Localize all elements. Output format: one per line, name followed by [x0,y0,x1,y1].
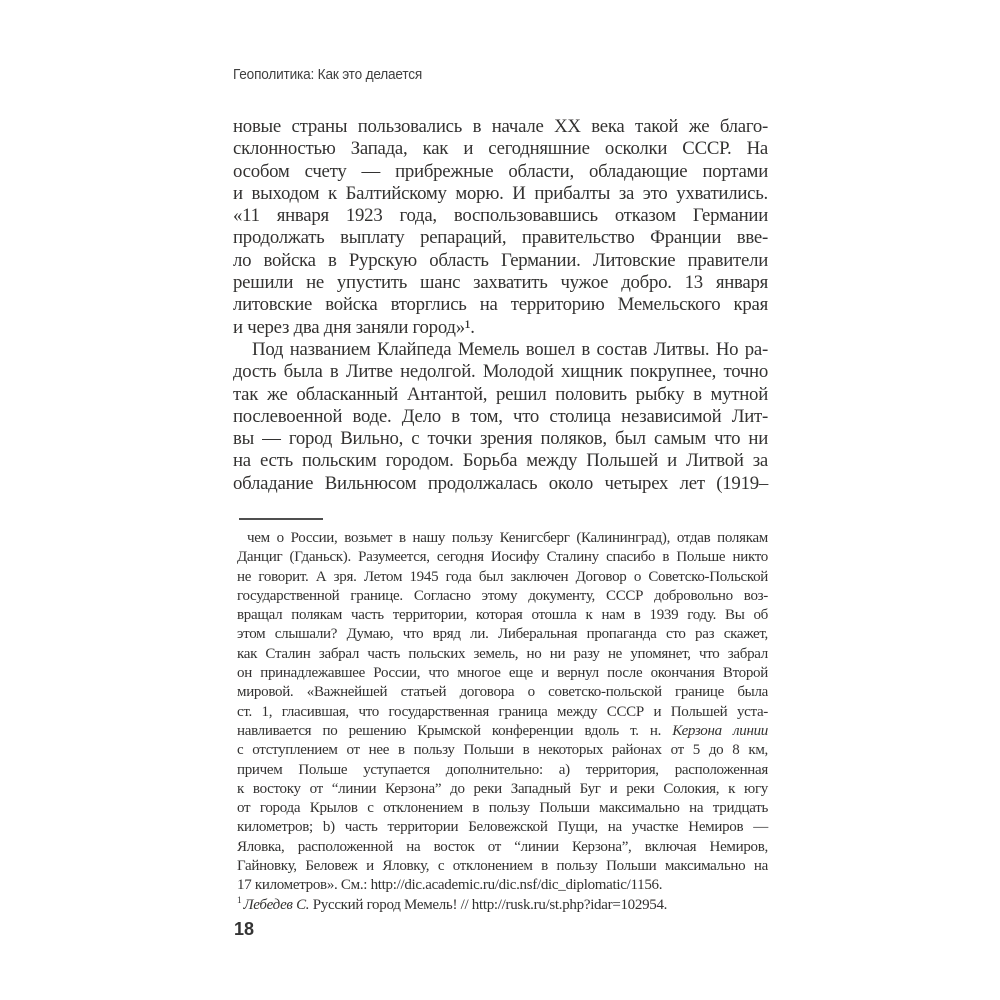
text-segment: не говорит. А зря. Летом 1945 года был заключен Договор о Советско-Польской [237,568,768,585]
footnote-block [237,529,768,915]
text-segment: и через два дня заняли город»¹. [233,316,475,338]
text-segment: на есть польским городом. Борьба между Польшей и Литвой за [233,450,768,472]
text-segment: Яловка, расположенной на восток от “линии Керзона”, включая Немиров, [237,838,768,855]
text-line [237,529,768,548]
text-line [233,227,768,249]
body-text [233,116,768,495]
page-number: 18 [234,919,255,939]
text-line [237,548,768,567]
paragraph [237,529,768,896]
text-segment: государственной границе. Согласно этому документу, СССР добровольно воз- [237,587,768,604]
text-line [233,161,768,183]
text-segment: 17 километров». См.: http://dic.academic.ru/dic.nsf/dic_diplomatic/1156. [237,877,663,894]
text-segment: Керзона линии [672,722,768,739]
text-line [237,780,768,799]
text-line [237,703,768,722]
text-line [237,896,768,915]
text-segment: новые страны пользовались в начале XX века такой же благо- [233,116,768,137]
text-segment: продолжать выплату репараций, правительство Франции вве- [233,227,768,249]
text-segment: вращал полякам часть территории, которая отошла к нам в 1939 году. Вы об [237,607,768,624]
paragraph [237,896,768,915]
text-line [233,138,768,160]
text-line [237,799,768,818]
text-segment: ло войска в Рурскую область Германии. Литовские правители [233,249,768,271]
text-segment: «11 января 1923 года, воспользовавшись отказом Германии [233,205,768,227]
text-segment: навливается по решению Крымской конференции вдоль т. н. [237,722,673,739]
text-segment: особом счету — прибрежные области, обладающие портами [233,160,768,182]
text-line [233,339,768,361]
text-segment: Лебедев С. [243,896,310,913]
text-line [233,272,768,294]
text-segment: Гайновку, Беловеж и Яловку, с отклонением в пользу Польши максимально на [237,858,768,875]
text-segment: с отступлением от нее в пользу Польши в некоторых районах от 5 до 8 км, [237,742,768,759]
text-line [237,722,768,741]
text-line [237,645,768,664]
text-line [237,683,768,702]
text-line [233,116,768,138]
paragraph [233,339,768,495]
text-line [233,361,768,383]
text-line [237,568,768,587]
text-segment: он принадлежавшее России, что многое еще и вернул после окончания Второй [237,665,768,682]
text-segment: мировой. «Важнейшей статьей договора о советско-польской границе была [237,684,768,701]
text-line [233,250,768,272]
running-header: Геополитика: Как это делается [233,67,423,83]
text-segment: километров; b) часть территории Беловежской Пущи, на участке Немиров — [237,819,768,836]
text-segment: так же обласканный Антантой, решил половить рыбку в мутной [233,383,768,405]
text-segment: склонностью Запада, как и сегодняшние осколки СССР. На [233,138,768,160]
text-line [233,183,768,205]
footnote-separator-rule [239,518,323,520]
text-line [233,473,768,495]
text-segment: дость была в Литве недолгой. Молодой хищник покрупнее, точно [233,361,768,383]
text-line [237,625,768,644]
text-line [233,428,768,450]
text-segment: как Сталин забрал часть польских земель, но ни разу не упомянет, что забрал [237,645,768,662]
footnote-marker: 1 [237,895,242,906]
text-line [237,741,768,760]
text-line [233,450,768,472]
text-line [237,664,768,683]
text-line [233,384,768,406]
text-line [237,761,768,780]
text-line [233,317,768,339]
text-line [237,876,768,895]
text-line [237,818,768,837]
text-segment: Данциг (Гданьск). Разумеется, сегодня Иосифу Сталину спасибо в Польше никто [237,549,768,566]
text-segment: обладание Вильнюсом продолжалась около четырех лет (1919– [233,472,768,494]
text-segment: вы — город Вильно, с точки зрения поляков, был самым что ни [233,428,768,450]
text-segment: от города Крылов с отклонением в пользу Польши максимально на тридцать [237,800,768,817]
text-line [233,294,768,316]
text-line [237,606,768,625]
text-segment: послевоенной воде. Дело в том, что столица независимой Лит- [233,405,768,427]
text-line [237,857,768,876]
text-segment: ст. 1, гласившая, что государственная граница между СССР и Польшей уста- [237,703,768,720]
text-segment: и выходом к Балтийскому морю. И прибалты за это ухватились. [233,182,768,204]
text-segment: к востоку от “линии Керзона” до реки Западный Буг и реки Солокия, к югу [237,780,768,797]
text-segment: Под названием Клайпеда Мемель вошел в состав Литвы. Но ра- [252,338,768,360]
text-segment: решили не упустить шанс захватить чужое добро. 13 января [233,272,768,294]
text-segment: этом слышали? Думаю, что вряд ли. Либеральная пропаганда сто раз скажет, [237,626,768,643]
text-line [237,838,768,857]
text-line [233,406,768,428]
text-segment: причем Польше уступается дополнительно: а) территория, расположенная [237,761,768,778]
text-segment: чем о России, возьмет в нашу пользу Кенигсберг (Калининград), отдав полякам [247,530,768,546]
paragraph [233,116,768,339]
text-segment: Русский город Мемель! // http://rusk.ru/st.php?idar=102954. [309,896,668,913]
text-line [237,587,768,606]
text-segment: литовские войска вторглись на территорию Мемельского края [233,294,768,316]
text-line [233,205,768,227]
